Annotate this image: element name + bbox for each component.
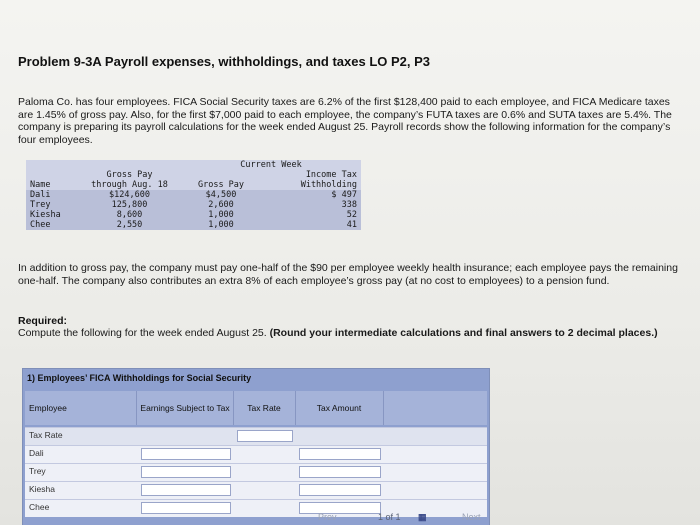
trey-earnings-input[interactable] xyxy=(141,466,231,478)
tax-rate-input[interactable] xyxy=(237,430,293,442)
table-row: Kiesha 8,600 1,000 52 xyxy=(30,210,357,220)
chee-earnings-input[interactable] xyxy=(141,502,231,514)
gross-header: Gross Pay xyxy=(181,180,261,190)
kiesha-amount-input[interactable] xyxy=(299,484,381,496)
required-instructions: Compute the following for the week ended August 25. (Round your intermediate calculations and final answers to 2 decimal places.) xyxy=(18,327,658,339)
ytd-header-line2: through Aug. 18 xyxy=(78,180,181,190)
ytd-header-line1: Gross Pay xyxy=(78,170,181,180)
answer-section-title: 1) Employees’ FICA Withholdings for Social Security xyxy=(27,373,252,383)
answer-row-kiesha: Kiesha xyxy=(25,481,487,499)
earnings-column-header: Earnings Subject to Tax xyxy=(137,391,234,425)
problem-title: Problem 9-3A Payroll expenses, withholdings, and taxes LO P2, P3 xyxy=(18,54,431,69)
employee-column-header: Employee xyxy=(25,391,137,425)
rate-column-header: Tax Rate xyxy=(233,391,296,425)
amount-column-header: Tax Amount xyxy=(295,391,384,425)
table-row: Dali $124,600 $4,500 $ 497 xyxy=(30,190,357,200)
next-button[interactable]: Next xyxy=(462,512,481,522)
table-row: Chee 2,550 1,000 41 xyxy=(30,220,357,230)
chee-amount-input[interactable] xyxy=(299,502,381,514)
problem-intro: Paloma Co. has four employees. FICA Social Security taxes are 6.2% of the first $128,400 paid to each employee, and FICA Medicare taxes are 1.45% of gross pay. Also, for the first $7,000 paid to each employee, the company’s FUTA taxes are 0.6% and SUTA taxes are 5.4%. The company is preparing its payroll calculations for the week ended August 25. Payroll records show the following information for the company’s four employees. xyxy=(18,96,672,146)
prev-button[interactable]: Prev xyxy=(318,512,337,522)
answer-row-chee: Chee xyxy=(25,499,487,517)
kiesha-earnings-input[interactable] xyxy=(141,484,231,496)
fica-answer-section xyxy=(22,368,490,525)
grid-icon[interactable]: ▦ xyxy=(418,512,427,522)
name-header: Name xyxy=(26,180,78,190)
dali-earnings-input[interactable] xyxy=(141,448,231,460)
required-label: Required: xyxy=(18,315,68,327)
answer-row-tax-rate: Tax Rate xyxy=(25,427,487,445)
trey-amount-input[interactable] xyxy=(299,466,381,478)
dali-amount-input[interactable] xyxy=(299,448,381,460)
answer-table-header xyxy=(25,391,487,425)
answer-row-dali: Dali xyxy=(25,445,487,463)
tax-header-line1: Income Tax xyxy=(261,170,361,180)
payroll-records-table xyxy=(26,160,361,230)
current-week-header: Current Week xyxy=(181,160,361,170)
table-row: Trey 125,800 2,600 338 xyxy=(30,200,357,210)
health-pension-paragraph: In addition to gross pay, the company must pay one-half of the $90 per employee weekly health insurance; each employee pays the remaining one-half. The company also contributes an extra 8% of each employee’s gross pay (at no cost to employees) to a pension fund. xyxy=(18,262,678,287)
tax-header-line2: Withholding xyxy=(261,180,361,190)
page-indicator: 1 of 1 xyxy=(378,512,401,522)
answer-row-trey: Trey xyxy=(25,463,487,481)
